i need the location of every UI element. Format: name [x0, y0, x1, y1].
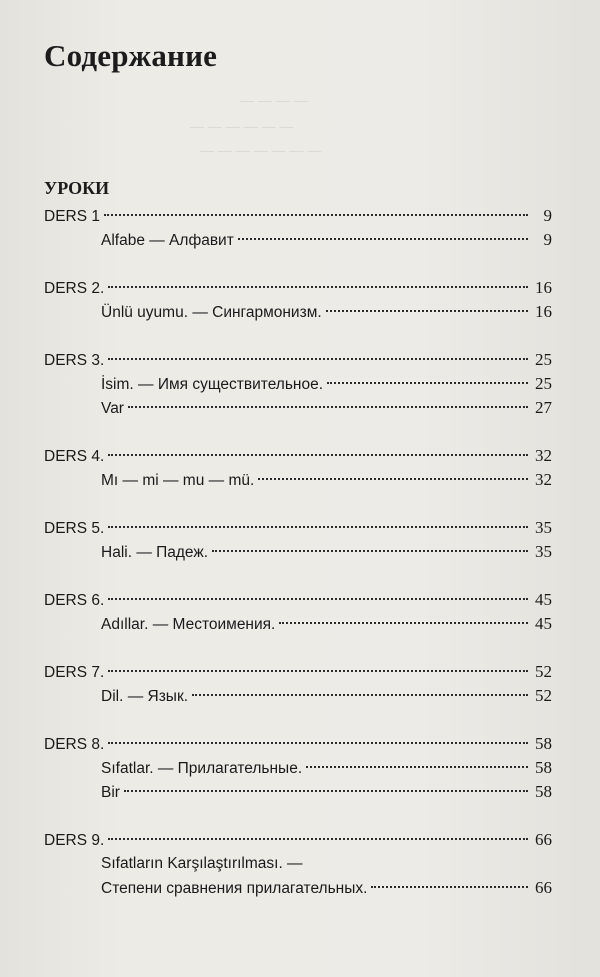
- toc-group: [44, 828, 552, 900]
- toc-entry[interactable]: [44, 660, 552, 684]
- toc-page-number: 32: [535, 470, 552, 489]
- dot-leader: [108, 598, 528, 600]
- toc-subentry-label: Hali. — Падеж.: [101, 544, 209, 561]
- toc-subentry[interactable]: [44, 756, 552, 780]
- toc-group: [44, 660, 552, 708]
- toc-subentry[interactable]: [44, 876, 552, 900]
- toc-entry[interactable]: [44, 516, 552, 540]
- dot-leader: [108, 454, 528, 456]
- toc-entry[interactable]: [44, 204, 552, 228]
- toc-subentry-label: Mı — mi — mu — mü.: [101, 472, 255, 489]
- dot-leader: [192, 694, 528, 696]
- toc-entry[interactable]: [44, 348, 552, 372]
- toc-group: [44, 276, 552, 324]
- toc-subentry[interactable]: [44, 468, 552, 492]
- toc-entry-label: DERS 6.: [44, 592, 105, 609]
- toc-page-number: 58: [535, 758, 552, 777]
- toc-subentry-label: Sıfatlar. — Прилагательные.: [101, 760, 303, 777]
- toc-page-number: 52: [535, 662, 552, 681]
- toc-subentry[interactable]: [44, 228, 552, 252]
- toc-group: [44, 516, 552, 564]
- toc-subentry[interactable]: [44, 372, 552, 396]
- toc-page-number: 25: [535, 350, 552, 369]
- dot-leader: [108, 742, 528, 744]
- toc-page-number: 66: [535, 830, 552, 849]
- toc-page-number: 32: [535, 446, 552, 465]
- toc-subentry-label: Adıllar. — Местоимения.: [101, 616, 276, 633]
- dot-leader: [108, 838, 528, 840]
- toc-entry-label: DERS 3.: [44, 352, 105, 369]
- toc-subentry-label: Dil. — Язык.: [101, 688, 189, 705]
- toc-page-number: 9: [543, 206, 552, 225]
- toc-page-number: 27: [535, 398, 552, 417]
- toc-entry[interactable]: [44, 828, 552, 852]
- toc-page-number: 25: [535, 374, 552, 393]
- toc-group: [44, 444, 552, 492]
- dot-leader: [326, 310, 528, 312]
- toc-entry[interactable]: [44, 732, 552, 756]
- dot-leader: [371, 886, 528, 888]
- toc-entry-label: DERS 9.: [44, 832, 105, 849]
- toc-subentry-label: Степени сравнения прилагательных.: [101, 880, 368, 897]
- dot-leader: [279, 622, 528, 624]
- toc-page-number: 35: [535, 542, 552, 561]
- toc-subentry[interactable]: [44, 780, 552, 804]
- dot-leader: [327, 382, 528, 384]
- toc-subentry[interactable]: [44, 684, 552, 708]
- dot-leader: [258, 478, 528, 480]
- show-through-text: — — — — — —: [190, 118, 294, 134]
- toc-entry-label: DERS 1: [44, 208, 100, 225]
- toc-subentry[interactable]: [44, 540, 552, 564]
- dot-leader: [306, 766, 528, 768]
- toc-group: [44, 732, 552, 804]
- toc-entry-label: DERS 5.: [44, 520, 105, 537]
- dot-leader: [212, 550, 528, 552]
- toc-entry[interactable]: [44, 444, 552, 468]
- toc-entry-label: DERS 7.: [44, 664, 105, 681]
- toc-entry-label: DERS 2.: [44, 280, 105, 297]
- toc-page-number: 16: [535, 302, 552, 321]
- dot-leader: [238, 238, 528, 240]
- toc-page-number: 45: [535, 614, 552, 633]
- toc-page-number: 45: [535, 590, 552, 609]
- toc-subentry-label: İsim. — Имя существительное.: [101, 376, 324, 393]
- toc-subentry-label: Var: [101, 400, 124, 417]
- dot-leader: [128, 406, 528, 408]
- page-title: Содержание: [44, 38, 218, 73]
- toc-subentry-label: Ünlü uyumu. — Сингармонизм.: [101, 304, 322, 321]
- toc-group: [44, 204, 552, 252]
- toc-subentry-label: Alfabe — Алфавит: [101, 232, 234, 249]
- section-heading: УРОКИ: [44, 178, 110, 198]
- toc-entry[interactable]: [44, 276, 552, 300]
- toc-subentry[interactable]: [44, 396, 552, 420]
- toc-entry-label: DERS 8.: [44, 736, 105, 753]
- table-of-contents: [44, 204, 552, 924]
- dot-leader: [124, 790, 528, 792]
- dot-leader: [104, 214, 528, 216]
- dot-leader: [108, 358, 528, 360]
- toc-page-number: 58: [535, 782, 552, 801]
- toc-subentry-label: Bir: [101, 784, 120, 801]
- toc-entry[interactable]: [44, 588, 552, 612]
- show-through-text: — — — — — — —: [200, 142, 322, 158]
- toc-subentry[interactable]: [44, 612, 552, 636]
- toc-entry-label: DERS 4.: [44, 448, 105, 465]
- dot-leader: [108, 286, 528, 288]
- toc-subentry[interactable]: [44, 852, 552, 876]
- dot-leader: [108, 670, 528, 672]
- toc-page-number: 9: [543, 230, 552, 249]
- toc-page-number: 66: [535, 878, 552, 897]
- toc-subentry[interactable]: [44, 300, 552, 324]
- dot-leader: [108, 526, 528, 528]
- toc-group: [44, 348, 552, 420]
- toc-page-number: 16: [535, 278, 552, 297]
- show-through-text: — — — —: [240, 92, 308, 108]
- toc-page-number: 58: [535, 734, 552, 753]
- toc-subentry-label: Sıfatların Karşılaştırılması. —: [101, 855, 303, 872]
- toc-group: [44, 588, 552, 636]
- toc-page-number: 52: [535, 686, 552, 705]
- toc-page-number: 35: [535, 518, 552, 537]
